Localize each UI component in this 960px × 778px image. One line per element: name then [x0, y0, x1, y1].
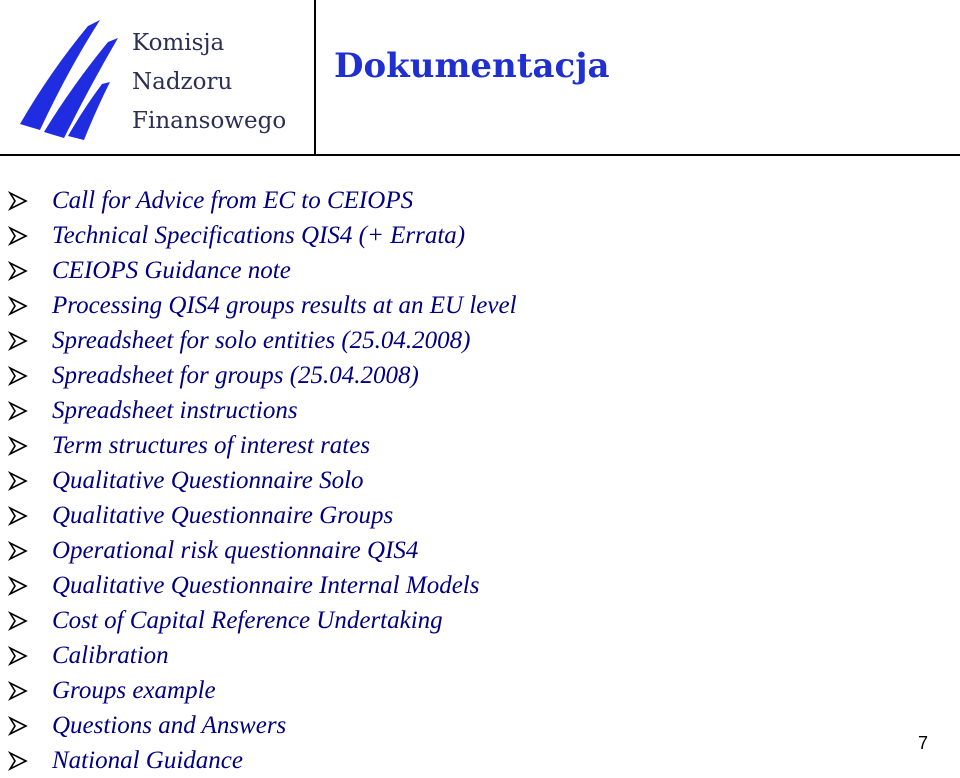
list-item [8, 463, 517, 498]
arrowhead-bullet-icon [8, 261, 52, 281]
list-item [8, 638, 517, 673]
list-item-text: Processing QIS4 groups results at an EU level [52, 292, 517, 319]
list-item-text: Qualitative Questionnaire Solo [52, 467, 364, 494]
list-item-text: Spreadsheet for groups (25.04.2008) [52, 362, 419, 389]
list-item-text: Qualitative Questionnaire Groups [52, 502, 394, 529]
list-item [8, 743, 517, 778]
list-item [8, 253, 517, 288]
logo-line-1: Komisja [132, 30, 225, 56]
arrowhead-bullet-icon [8, 541, 52, 561]
list-item [8, 673, 517, 708]
arrowhead-bullet-icon [8, 296, 52, 316]
list-item [8, 708, 517, 743]
list-item-text: National Guidance [52, 747, 243, 774]
logo-line-3: Finansowego [132, 108, 287, 134]
list-item-text: CEIOPS Guidance note [52, 257, 291, 284]
knf-logo [10, 12, 310, 142]
arrowhead-bullet-icon [8, 366, 52, 386]
list-item-text: Term structures of interest rates [52, 432, 371, 459]
arrowhead-bullet-icon [8, 751, 52, 771]
list-item [8, 393, 517, 428]
arrowhead-bullet-icon [8, 436, 52, 456]
list-item [8, 533, 517, 568]
arrowhead-bullet-icon [8, 576, 52, 596]
list-item-text: Groups example [52, 677, 216, 704]
logo-line-2: Nadzoru [132, 69, 233, 95]
page-number: 7 [918, 733, 929, 753]
document-list [8, 183, 517, 778]
list-item-text: Operational risk questionnaire QIS4 [52, 537, 419, 564]
arrowhead-bullet-icon [8, 471, 52, 491]
slide-title: Dokumentacja [334, 46, 610, 86]
list-item-text: Technical Specifications QIS4 (+ Errata) [52, 222, 466, 249]
arrowhead-bullet-icon [8, 506, 52, 526]
list-item [8, 428, 517, 463]
list-item [8, 498, 517, 533]
arrowhead-bullet-icon [8, 611, 52, 631]
list-item-text: Spreadsheet for solo entities (25.04.2008) [52, 327, 471, 354]
slide-header [0, 0, 960, 156]
arrowhead-bullet-icon [8, 401, 52, 421]
list-item-text: Calibration [52, 642, 169, 669]
arrowhead-bullet-icon [8, 226, 52, 246]
header-divider-horizontal [0, 154, 960, 156]
arrowhead-bullet-icon [8, 716, 52, 736]
list-item [8, 218, 517, 253]
header-divider-vertical [314, 0, 316, 156]
list-item-text: Call for Advice from EC to CEIOPS [52, 187, 414, 214]
list-item [8, 603, 517, 638]
logo-wordmark [132, 24, 286, 141]
list-item [8, 323, 517, 358]
arrowhead-bullet-icon [8, 191, 52, 211]
knf-swoosh-icon [10, 12, 130, 142]
arrowhead-bullet-icon [8, 646, 52, 666]
list-item-text: Qualitative Questionnaire Internal Models [52, 572, 480, 599]
list-item-text: Questions and Answers [52, 712, 287, 739]
list-item-text: Cost of Capital Reference Undertaking [52, 607, 443, 634]
list-item [8, 183, 517, 218]
arrowhead-bullet-icon [8, 681, 52, 701]
list-item-text: Spreadsheet instructions [52, 397, 298, 424]
list-item [8, 288, 517, 323]
list-item [8, 358, 517, 393]
arrowhead-bullet-icon [8, 331, 52, 351]
list-item [8, 568, 517, 603]
